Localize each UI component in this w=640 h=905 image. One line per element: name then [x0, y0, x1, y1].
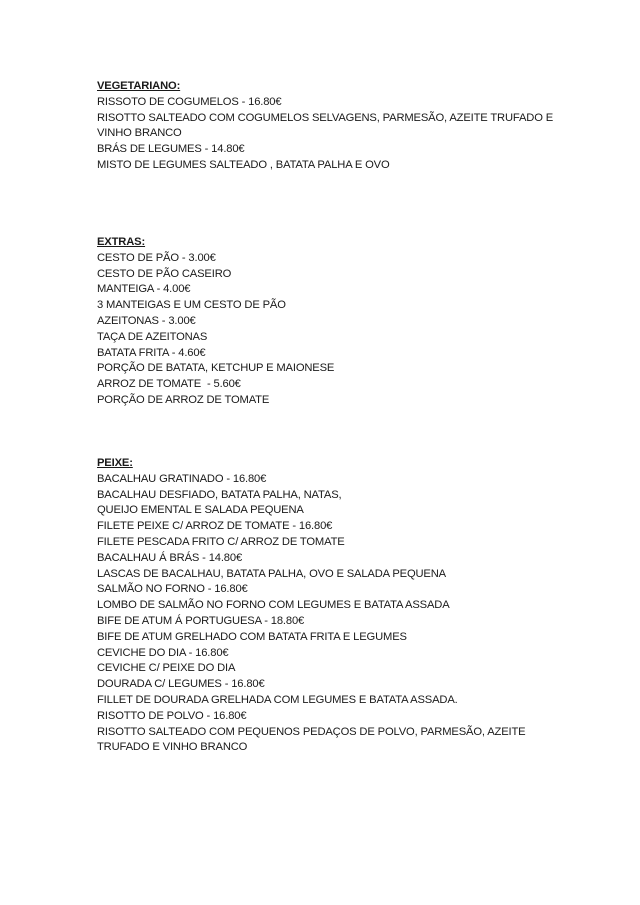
- menu-item-title: FILETE PEIXE C/ ARROZ DE TOMATE - 16.80€: [97, 520, 333, 533]
- menu-item-description: 3 MANTEIGAS E UM CESTO DE PÃO: [97, 299, 286, 312]
- menu-item-title: RISOTTO DE POLVO - 16.80€: [97, 709, 247, 722]
- menu-item-description: TAÇA DE AZEITONAS: [97, 330, 208, 343]
- menu-item-title: MANTEIGA - 4.00€: [97, 283, 191, 296]
- menu-item-description: BIFE DE ATUM GRELHADO COM BATATA FRITA E LEGUMES: [97, 630, 407, 643]
- menu-item-description: VINHO BRANCO: [97, 127, 182, 140]
- menu-item-title: CEVICHE DO DIA - 16.80€: [97, 646, 229, 659]
- menu-item-title: BACALHAU Á BRÁS - 14.80€: [97, 551, 243, 564]
- menu-item-title: BRÁS DE LEGUMES - 14.80€: [97, 143, 245, 156]
- menu-item-title: SALMÃO NO FORNO - 16.80€: [97, 583, 248, 596]
- menu-item-description: MISTO DE LEGUMES SALTEADO , BATATA PALHA E OVO: [97, 158, 390, 171]
- menu-item-description: BACALHAU DESFIADO, BATATA PALHA, NATAS,: [97, 488, 342, 501]
- menu-item-description: RISOTTO SALTEADO COM PEQUENOS PEDAÇOS DE POLVO, PARMESÃO, AZEITE: [97, 725, 526, 738]
- menu-item-description: FILETE PESCADA FRITO C/ ARROZ DE TOMATE: [97, 535, 345, 548]
- menu-item-description: RISOTTO SALTEADO COM COGUMELOS SELVAGENS, PARMESÃO, AZEITE TRUFADO E: [97, 111, 554, 124]
- section-extras: [97, 235, 334, 409]
- menu-item-title: BACALHAU GRATINADO - 16.80€: [97, 472, 267, 485]
- menu-item-description: QUEIJO EMENTAL E SALADA PEQUENA: [97, 504, 304, 517]
- menu-item-description: CEVICHE C/ PEIXE DO DIA: [97, 662, 236, 675]
- menu-item-title: AZEITONAS - 3.00€: [97, 314, 196, 327]
- section-vegetariano: [97, 79, 553, 174]
- section-peixe: [97, 456, 525, 756]
- menu-item-description: PORÇÃO DE BATATA, KETCHUP E MAIONESE: [97, 362, 335, 375]
- menu-item-description: CESTO DE PÃO CASEIRO: [97, 267, 232, 280]
- menu-item-description: LOMBO DE SALMÃO NO FORNO COM LEGUMES E BATATA ASSADA: [97, 599, 450, 612]
- section-heading: PEIXE:: [97, 457, 133, 469]
- menu-item-description: TRUFADO E VINHO BRANCO: [97, 741, 248, 754]
- menu-item-title: ARROZ DE TOMATE - 5.60€: [97, 378, 241, 391]
- menu-item-title: BIFE DE ATUM Á PORTUGUESA - 18.80€: [97, 614, 305, 627]
- section-heading: EXTRAS:: [97, 236, 146, 248]
- menu-item-title: RISSOTO DE COGUMELOS - 16.80€: [97, 95, 282, 108]
- section-heading: VEGETARIANO:: [97, 80, 181, 92]
- menu-item-description: PORÇÃO DE ARROZ DE TOMATE: [97, 393, 270, 406]
- menu-item-title: BATATA FRITA - 4.60€: [97, 346, 206, 359]
- menu-item-title: CESTO DE PÃO - 3.00€: [97, 251, 216, 264]
- menu-item-description: FILLET DE DOURADA GRELHADA COM LEGUMES E BATATA ASSADA.: [97, 693, 458, 706]
- menu-item-title: DOURADA C/ LEGUMES - 16.80€: [97, 678, 265, 691]
- menu-item-description: LASCAS DE BACALHAU, BATATA PALHA, OVO E SALADA PEQUENA: [97, 567, 446, 580]
